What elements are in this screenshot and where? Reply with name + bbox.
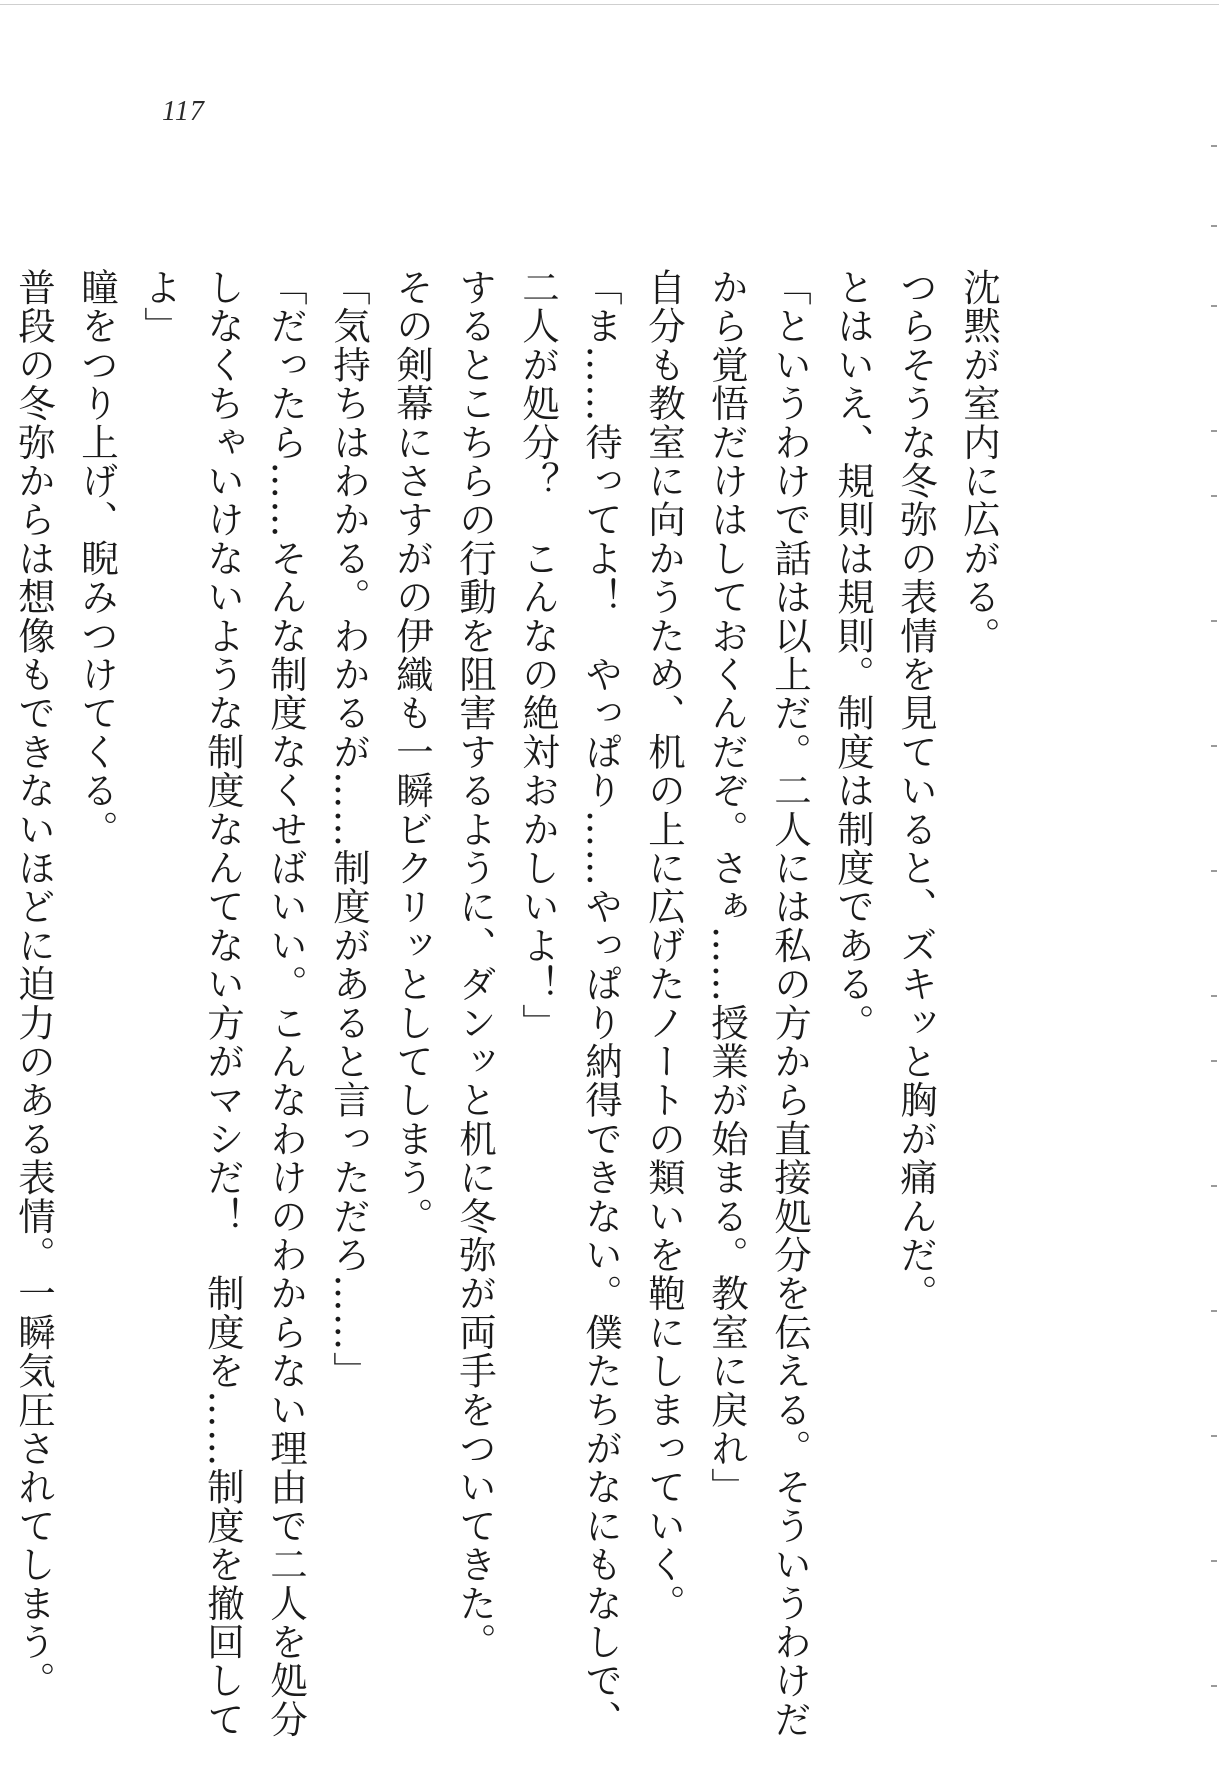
text-line: から覚悟だけはしておくんだぞ。さぁ……授業が始まる。教室に戻れ」: [705, 268, 749, 1507]
text-line: しなくちゃいけないような制度なんてない方がマシだ！ 制度を……制度を撤回して: [201, 268, 245, 1739]
edge-mark: [1211, 870, 1217, 872]
text-line: その剣幕にさすがの伊織も一瞬ビクリッとしてしまう。: [390, 268, 434, 1236]
text-line: よ」: [138, 268, 182, 346]
text-line: 二人が処分？ こんなの絶対おかしいよ！」: [516, 268, 560, 1042]
text-line: 瞳をつり上げ、睨みつけてくる。: [75, 268, 119, 849]
page-number: 117: [162, 96, 205, 127]
edge-mark: [1211, 620, 1217, 622]
edge-mark: [1211, 1435, 1217, 1437]
edge-mark: [1211, 1685, 1217, 1687]
edge-mark: [1211, 305, 1217, 307]
edge-mark: [1211, 1560, 1217, 1562]
text-line: とはいえ、規則は規則。制度は制度である。: [831, 268, 875, 1042]
text-line: 「ま……待ってよ！ やっぱり……やっぱり納得できない。僕たちがなにもなしで、: [579, 268, 623, 1739]
text-line: 「気持ちはわかる。わかるが……制度があると言っただろ……」: [327, 268, 371, 1391]
text-line: 自分も教室に向かうため、机の上に広げたノートの類いを鞄にしまっていく。: [642, 268, 686, 1623]
text-line: 「だったら……そんな制度なくせばいい。こんなわけのわからない理由で二人を処分: [264, 268, 308, 1739]
edge-mark: [1211, 1310, 1217, 1312]
edge-mark: [1211, 225, 1217, 227]
top-edge-rule: [0, 4, 1219, 5]
edge-mark: [1211, 145, 1217, 147]
text-line: 「というわけで話は以上だ。二人には私の方から直接処分を伝える。そういうわけだ: [768, 268, 812, 1739]
vertical-text-body: [12, 268, 1010, 1739]
scan-edge-marks: [1207, 0, 1217, 1767]
edge-mark: [1211, 1060, 1217, 1062]
edge-mark: [1211, 430, 1217, 432]
text-line: するとこちらの行動を阻害するように、ダンッと机に冬弥が両手をついてきた。: [453, 268, 497, 1662]
edge-mark: [1211, 495, 1217, 497]
text-line: つらそうな冬弥の表情を見ていると、ズキッと胸が痛んだ。: [894, 268, 938, 1313]
text-line: 普段の冬弥からは想像もできないほどに迫力のある表情。一瞬気圧されてしまう。: [12, 268, 56, 1700]
text-line: 沈黙が室内に広がる。: [957, 268, 1001, 655]
edge-mark: [1211, 1185, 1217, 1187]
edge-mark: [1211, 745, 1217, 747]
edge-mark: [1211, 995, 1217, 997]
